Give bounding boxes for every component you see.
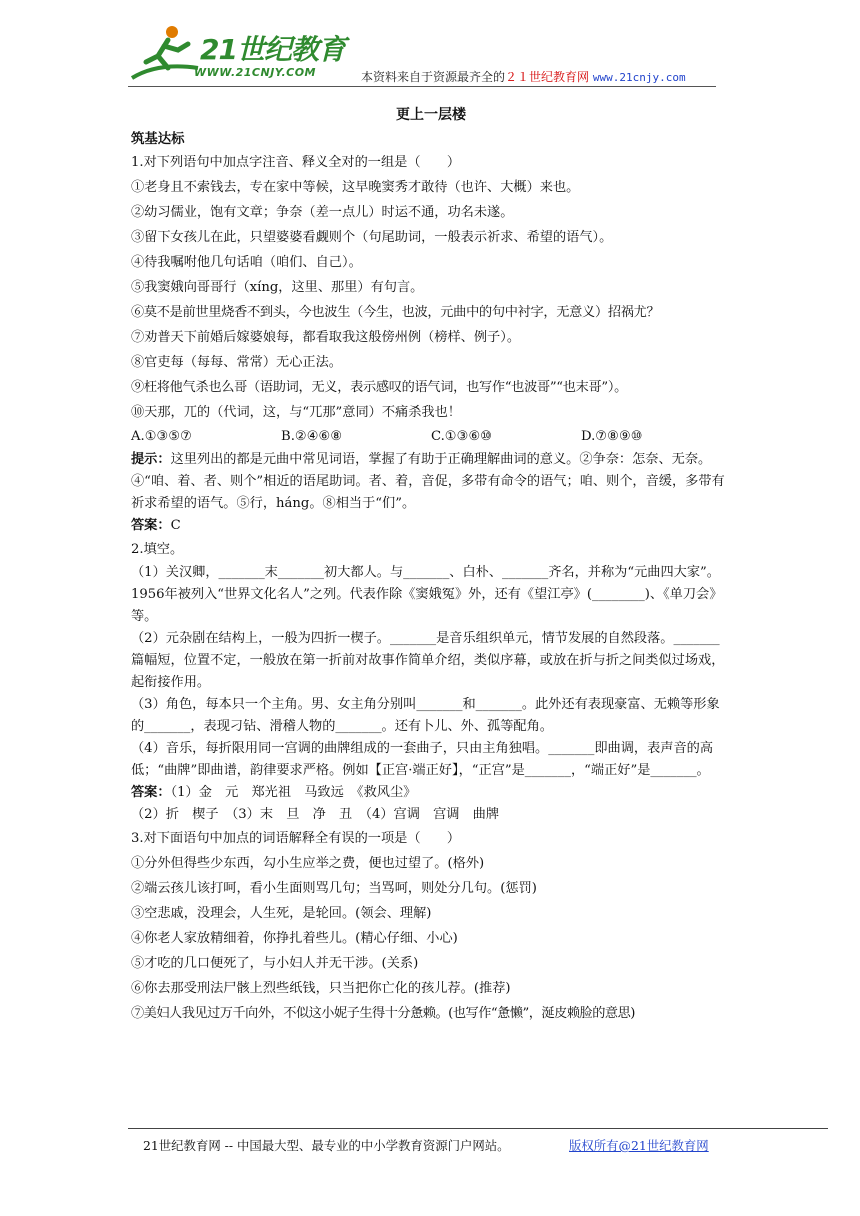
question-1-item: ⑤我窦娥向哥哥行（xíng，这里、那里）有句言。 <box>131 280 424 295</box>
logo-url: WWW.21CNJY.COM <box>194 66 316 79</box>
option-b: B.②④⑥⑧ <box>281 429 343 444</box>
section-heading: 筑基达标 <box>131 132 185 147</box>
copyright-link[interactable]: 版权所有@21世纪教育网 <box>569 1138 709 1153</box>
logo-name: 21世纪教育 <box>200 33 345 66</box>
header-site-url[interactable]: www.21cnjy.com <box>592 71 686 84</box>
question-1-item: ⑨枉将他气杀也么哥（语助词，无义，表示感叹的语气词，也写作“也波哥”“也末哥”）。 <box>131 380 628 395</box>
question-1-item: ②幼习儒业，饱有文章；争奈（差一点儿）时运不通，功名未遂。 <box>131 205 514 220</box>
document-body <box>131 104 731 1026</box>
question-2-answer-cont: （2）折 楔子 （3）末 旦 净 丑 （4）宫调 宫调 曲牌 <box>131 807 500 822</box>
question-3-stem: 3.对下面语句中加点的词语解释全有误的一项是（ ） <box>131 831 461 846</box>
question-1-answer <box>131 515 731 537</box>
question-1-item: ⑥莫不是前世里烧香不到头，今也波生（今生，也波，元曲中的句中衬字，无意义）招祸尤？ <box>131 305 660 320</box>
page-footer <box>143 1136 709 1154</box>
question-1-hint <box>131 449 731 515</box>
question-1-item: ⑦劝普天下前婚后嫁婆娘每，都看取我这般傍州例（榜样、例子）。 <box>131 330 521 345</box>
question-1-options <box>131 425 731 449</box>
question-1-item: ④待我嘱咐他几句话咱（咱们、自己）。 <box>131 255 362 270</box>
header-note <box>361 68 686 85</box>
header-divider <box>128 86 716 87</box>
site-logo <box>128 22 348 84</box>
header-site-name[interactable]: ２１世纪教育网 <box>505 70 590 84</box>
hint-text: 这里列出的都是元曲中常见词语，掌握了有助于正确理解曲词的意义。②争奈：怎奈、无奈。④“咱、着、者、则个”相近的语尾助词。者、着，音促，多带有命令的语气；咱、则个，音缓，多带有祈求希望的语气。⑤行，háng。⑧相当于“们”。 <box>131 452 725 511</box>
question-1-item: ⑧官吏每（每每、常常）无心正法。 <box>131 355 342 370</box>
answer-text: （1）金 元 郑光祖 马致远 《救风尘》 <box>170 785 417 800</box>
hint-label: 提示： <box>131 452 171 467</box>
header-note-text: 本资料来自于资源最齐全的 <box>361 70 506 84</box>
question-2-part: （4）音乐，每折限用同一宫调的曲牌组成的一套曲子，只由主角独唱。_______即曲调，表声音的高低；“曲牌”即曲谱，韵律要求严格。例如【正宫·端正好】，“正宫”是_______，“端正好”是_______。 <box>131 741 714 778</box>
question-1-item: ⑩天那，兀的（代词，这，与“兀那”意同）不痛杀我也！ <box>131 405 461 420</box>
option-d: D.⑦⑧⑨⑩ <box>581 429 643 444</box>
question-3-item: ⑦美妇人我见过万千向外，不似这小妮子生得十分惫赖。(也写作“惫懒”，涎皮赖脸的意思) <box>131 1006 635 1021</box>
question-2-part: （3）角色，每本只一个主角。男、女主角分别叫_______和_______。此外还有表现豪富、无赖等形象的_______，表现刁钻、滑稽人物的_______。还有卜儿、外、孤等配角。 <box>131 697 720 734</box>
question-3-item: ⑤才吃的几口便死了，与小妇人并无干涉。(关系) <box>131 956 419 971</box>
question-1-stem: 1.对下列语句中加点字注音、释义全对的一组是（ ） <box>131 155 461 170</box>
option-c: C.①③⑥⑩ <box>431 429 493 444</box>
question-1-item: ③留下女孩儿在此，只望婆婆看觑则个（句尾助词，一般表示祈求、希望的语气）。 <box>131 230 613 245</box>
footer-text: 21世纪教育网 -- 中国最大型、最专业的中小学教育资源门户网站。 <box>143 1138 510 1153</box>
answer-text: C <box>170 518 181 533</box>
question-3-item: ②端云孩儿该打呵，看小生面则骂几句；当骂呵，则处分几句。(惩罚) <box>131 881 537 896</box>
answer-label: 答案： <box>131 518 171 533</box>
question-3-item: ①分外但得些少东西，勾小生应举之费，便也过望了。(格外) <box>131 856 485 871</box>
question-2-part: （2）元杂剧在结构上，一般为四折一楔子。_______是音乐组织单元，情节发展的自然段落。_______篇幅短，位置不定，一般放在第一折前对故事作简单介绍，类似序幕，或放在折与折之间类似过场戏，起衔接作用。 <box>131 631 725 690</box>
option-a: A.①③⑤⑦ <box>131 429 193 444</box>
question-2-stem: 2.填空。 <box>131 542 184 557</box>
question-3-item: ④你老人家放精细着，你挣扎着些儿。(精心仔细、小心) <box>131 931 458 946</box>
question-3-item: ③空悲戚，没理会，人生死，是轮回。(领会、理解) <box>131 906 432 921</box>
page-title: 更上一层楼 <box>396 107 466 123</box>
answer-label: 答案： <box>131 785 171 800</box>
question-1-item: ①老身且不索钱去，专在家中等候，这早晚窦秀才敢待（也许、大概）来也。 <box>131 180 580 195</box>
question-2-answer <box>131 782 731 804</box>
footer-divider <box>128 1128 828 1129</box>
question-3-item: ⑥你去那受刑法尸骸上烈些纸钱，只当把你亡化的孩儿荐。(推荐) <box>131 981 511 996</box>
question-2-part: （1）关汉卿，_______末_______初大都人。与_______、白朴、_______齐名，并称为“元曲四大家”。1956年被列入“世界文化名人”之列。代表作除《窦娥冤》外，还有《望江亭》(________)、《单刀会》等。 <box>131 565 723 624</box>
page-header <box>128 22 718 88</box>
